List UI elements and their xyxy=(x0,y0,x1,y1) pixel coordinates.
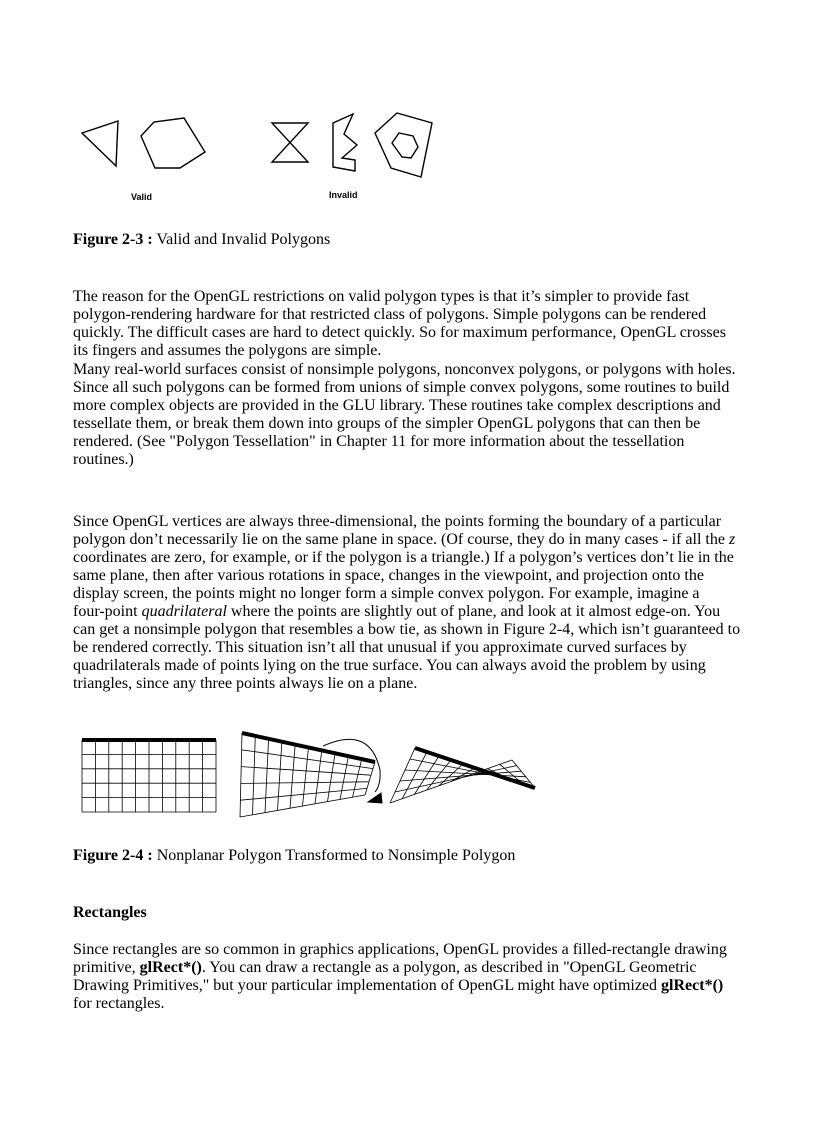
text-line: for rectangles. xyxy=(73,995,165,1012)
text-segment: Drawing Primitives," but your particular implementation of OpenGL might have optimized xyxy=(73,977,662,994)
caption-text: Valid and Invalid Polygons xyxy=(152,231,331,248)
mesh-line xyxy=(353,759,362,797)
invalid-nonconvex xyxy=(333,114,357,171)
valid-hexagon xyxy=(141,118,205,168)
mesh-line xyxy=(402,752,427,799)
text-line: rendered. (See "Polygon Tessellation" in Chapter 11 for more information about the tessellation xyxy=(73,433,685,450)
paragraph-3 xyxy=(73,513,740,693)
function-name: glRect*() xyxy=(661,977,724,994)
text-line: quadrilaterals made of points lying on the true surface. You can always avoid the problem by using xyxy=(73,657,706,674)
text-line: Many real-world surfaces consist of nonsimple polygons, nonconvex polygons, or polygons with holes. xyxy=(73,361,736,378)
mesh-line xyxy=(340,756,348,799)
text-line: same plane, then after various rotations in space, changes in the viewpoint, and projection onto the xyxy=(73,567,704,584)
text-line: The reason for the OpenGL restrictions on valid polygon types is that it’s simpler to provide fast xyxy=(73,288,690,305)
figure-2-4-illustration xyxy=(82,733,535,817)
text-segment: . You can draw a rectangle as a polygon, as described in "OpenGL Geometric xyxy=(201,959,697,976)
mesh-line xyxy=(240,788,367,800)
paragraph-rectangles xyxy=(73,941,727,1013)
text-line xyxy=(73,977,727,995)
invalid-outer-pentagon xyxy=(375,113,432,177)
mesh-line xyxy=(365,762,375,795)
paragraph-1 xyxy=(73,288,726,360)
italic-term: quadrilateral xyxy=(141,603,227,620)
italic-term: z xyxy=(728,531,736,548)
invalid-bowtie xyxy=(272,123,308,162)
text-line xyxy=(73,603,740,621)
figure-2-3-caption xyxy=(73,231,330,249)
mesh-line xyxy=(390,760,512,803)
text-line: polygon-rendering hardware for that restricted class of polygons. Simple polygons can be rendered xyxy=(73,306,707,323)
figure-2-3-illustration xyxy=(82,113,432,177)
function-name: glRect*() xyxy=(139,959,202,976)
text-segment: four-point xyxy=(73,603,142,620)
mesh-line xyxy=(240,733,242,817)
text-line: Since OpenGL vertices are always three-dimensional, the points forming the boundary of a particular xyxy=(73,513,722,530)
text-segment: polygon don’t necessarily lie on the same plane in space. (Of course, they do in many cases - if all the xyxy=(73,531,729,548)
invalid-inner-hole xyxy=(392,133,418,158)
invalid-label: Invalid xyxy=(329,190,358,200)
text-line: routines.) xyxy=(73,451,134,468)
arrowhead-icon xyxy=(368,793,382,803)
text-segment: primitive, xyxy=(73,959,140,976)
caption-label: Figure 2-4 : xyxy=(73,847,153,864)
figure-2-4-caption xyxy=(73,847,515,865)
mesh-line xyxy=(303,748,309,807)
text-line xyxy=(73,959,727,977)
mesh-line xyxy=(290,745,295,809)
text-line: Since all such polygons can be formed from unions of simple convex polygons, some routines to build xyxy=(73,379,730,396)
mesh-line xyxy=(414,756,439,794)
mesh-line xyxy=(390,748,415,803)
thick-edge xyxy=(242,733,375,762)
mesh-line xyxy=(451,768,475,782)
text-line: be rendered correctly. This situation isn’t all that unusual if you approximate curved surfaces by xyxy=(73,639,687,656)
valid-label: Valid xyxy=(131,192,153,202)
text-segment: where the points are slightly out of plane, and look at it almost edge-on. You xyxy=(226,603,721,620)
mesh-line xyxy=(328,753,336,801)
paragraph-2 xyxy=(73,361,736,469)
text-line: its fingers and assumes the polygons are simple. xyxy=(73,342,382,359)
section-heading-rectangles: Rectangles xyxy=(73,904,147,921)
text-line: Since rectangles are so common in graphics applications, OpenGL provides a filled-rectangle drawing xyxy=(73,941,727,958)
mesh-line xyxy=(315,750,322,803)
caption-label: Figure 2-3 : xyxy=(73,231,153,248)
mesh-line xyxy=(395,766,517,792)
text-line: tessellate them, or break them down into groups of the simpler OpenGL polygons that can then be xyxy=(73,415,701,432)
text-line: more complex objects are provided in the GLU library. These routines take complex descriptions and xyxy=(73,397,721,414)
mesh-line xyxy=(265,739,269,813)
valid-triangle xyxy=(82,121,118,166)
text-line xyxy=(73,531,740,549)
mesh-line xyxy=(253,736,256,815)
text-line: triangles, since any three points always lie on a plane. xyxy=(73,675,418,692)
text-line: coordinates are zero, for example, or if the polygon is a triangle.) If a polygon’s vertices don’t lie in the xyxy=(73,549,734,566)
caption-text: Nonplanar Polygon Transformed to Nonsimple Polygon xyxy=(152,847,516,864)
text-line: display screen, the points might no longer form a simple convex polygon. For example, imagine a xyxy=(73,585,700,602)
mesh-line xyxy=(278,742,282,811)
text-line: can get a nonsimple polygon that resembles a bow tie, as shown in Figure 2-4, which isn’t guaranteed to xyxy=(73,621,741,638)
text-line: quickly. The difficult cases are hard to detect quickly. So for maximum performance, OpenGL crosses xyxy=(73,324,726,341)
